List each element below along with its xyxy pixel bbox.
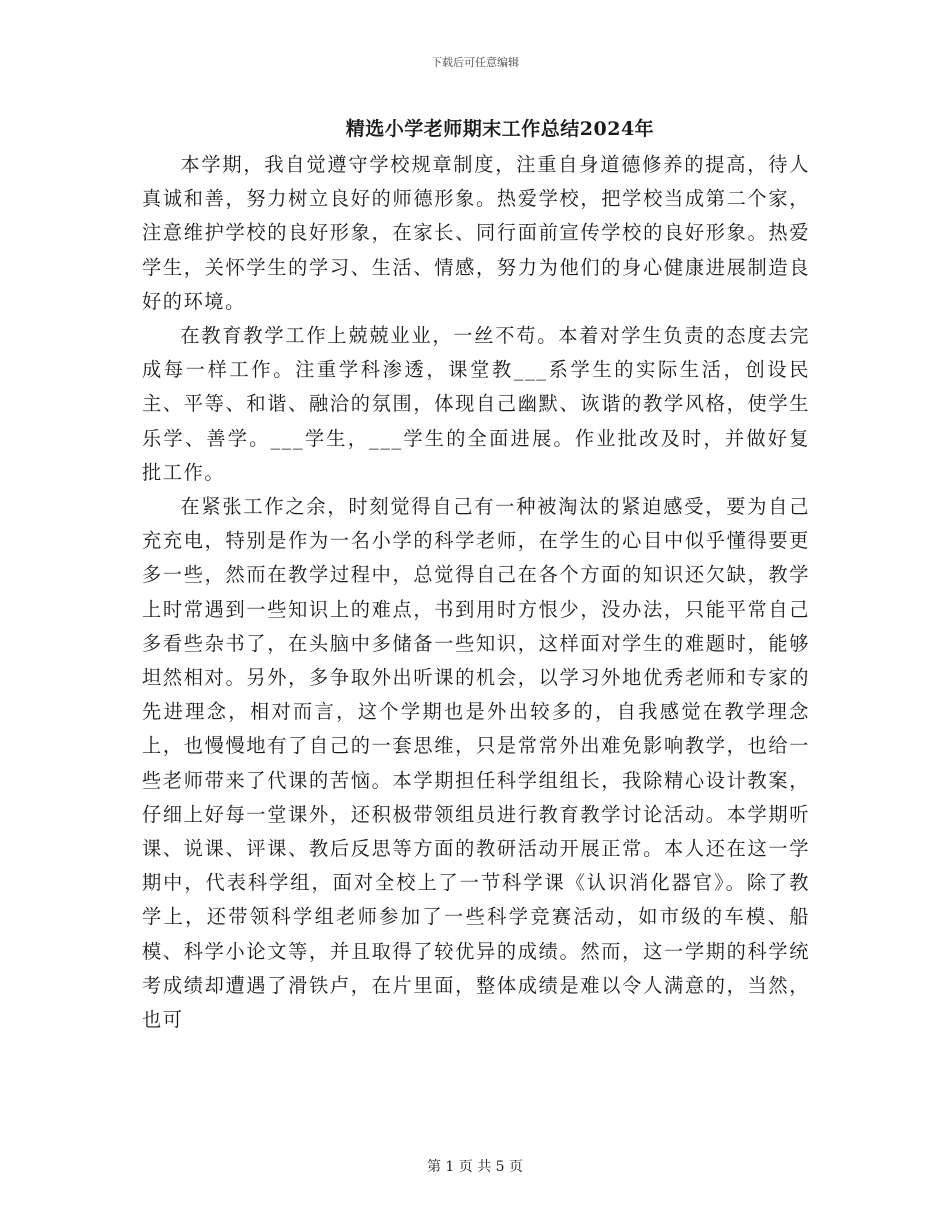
paragraph-1: 本学期，我自觉遵守学校规章制度，注重自身道德修养的提高，待人真诚和善，努力树立良好的师德形象。热爱学校，把学校当成第二个家，注意维护学校的良好形象，在家长、同行面前宣传学校的良好形象。热爱学生，关怀学生的学习、生活、情感，努力为他们的身心健康进展制造良好的环境。 — [142, 153, 810, 313]
paragraph-3: 在紧张工作之余，时刻觉得自己有一种被淘汰的紧迫感受，要为自己充充电，特别是作为一名小学的科学老师，在学生的心目中似乎懂得要更多一些，然而在教学过程中，总觉得自己在各个方面的知识还欠缺，教学上时常遇到一些知识上的难点，书到用时方恨少，没办法，只能平常自己多看些杂书了，在头脑中多储备一些知识，这样面对学生的难题时，能够坦然相对。另外，多争取外出听课的机会，以学习外地优秀老师和专家的先进理念，相对而言，这个学期也是外出较多的，自我感觉在教学理念上，也慢慢地有了自己的一套思维，只是常常外出难免影响教学，也给一些老师带来了代课的苦恼。本学期担任科学组组长，我除精心设计教案，仔细上好每一堂课外，还积极带领组员进行教育教学讨论活动。本学期听课、说课、评课、教后反思等方面的教研活动开展正常。本人还在这一学期中，代表科学组，面对全校上了一节科学课《认识消化器官》。除了教学上，还带领科学组老师参加了一些科学竞赛活动，如市级的车模、船模、科学小论文等，并且取得了较优异的成绩。然而，这一学期的科学统考成绩却遭遇了滑铁卢，在片里面，整体成绩是难以令人满意的，当然，也可 — [142, 495, 810, 1032]
page-number-footer: 第 1 页 共 5 页 — [426, 1159, 524, 1175]
paragraph-2: 在教育教学工作上兢兢业业，一丝不苟。本着对学生负责的态度去完成每一样工作。注重学科渗透，课堂教___系学生的实际生活，创设民主、平等、和谐、融洽的氛围，体现自己幽默、诙谐的教学风格，使学生乐学、善学。___学生，___学生的全面进展。作业批改及时，并做好复批工作。 — [142, 324, 810, 484]
header-note: 下载后可任意编辑 — [431, 56, 519, 69]
document-title: 精选小学老师期末工作总结2024年 — [345, 118, 655, 140]
document-body — [142, 148, 810, 1037]
